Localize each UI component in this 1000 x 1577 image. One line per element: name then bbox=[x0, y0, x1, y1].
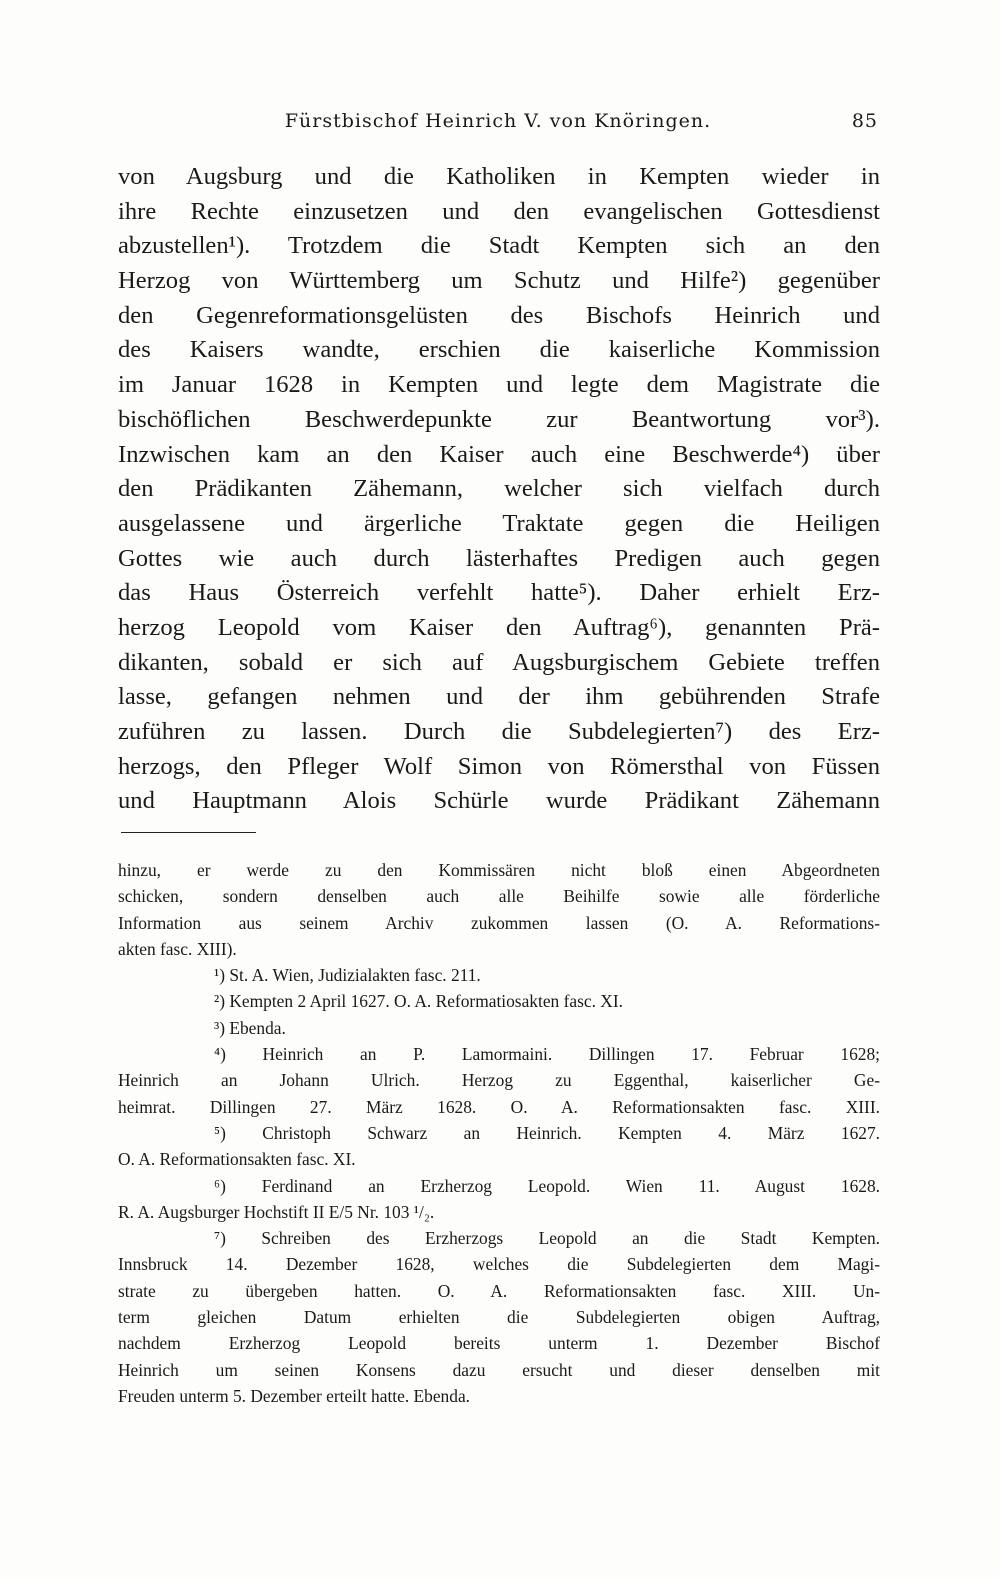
footnote-line: ¹) St. A. Wien, Judizialakten fasc. 211. bbox=[214, 965, 481, 986]
footnote-line: ⁴) Heinrich an P. Lamormaini. Dillingen 17. Februar 1628; bbox=[214, 1044, 880, 1065]
text-line: des Kaisers wandte, erschien die kaiserliche Kommission bbox=[118, 336, 880, 364]
footnote-line: Heinrich um seinen Konsens dazu ersucht und dieser denselben mit bbox=[118, 1359, 880, 1380]
text-line: Gottes wie auch durch lästerhaftes Predigen auch gegen bbox=[118, 544, 880, 572]
text-line: abzustellen¹). Trotzdem die Stadt Kempten sich an den bbox=[118, 232, 880, 260]
footnote-line: ⁵) Christoph Schwarz an Heinrich. Kempten 4. März 1627. bbox=[214, 1122, 880, 1143]
text-line: von Augsburg und die Katholiken in Kempten wieder in bbox=[118, 163, 880, 190]
running-header bbox=[118, 104, 878, 138]
footnote-line: term gleichen Datum erhielten die Subdelegierten obigen Auftrag, bbox=[118, 1307, 880, 1328]
footnote-line: Freuden unterm 5. Dezember erteilt hatte. Ebenda. bbox=[118, 1385, 471, 1406]
footnote-line: ⁷) Schreiben des Erzherzogs Leopold an die Stadt Kempten. bbox=[214, 1228, 880, 1249]
page-number: 85 bbox=[851, 110, 878, 132]
text-line: und Hauptmann Alois Schürle wurde Prädikant Zähemann bbox=[118, 787, 880, 815]
text-line: das Haus Österreich verfehlt hatte⁵). Daher erhielt Erz- bbox=[118, 579, 880, 607]
main-text bbox=[118, 160, 880, 819]
footnote-line: O. A. Reformationsakten fasc. XI. bbox=[118, 1149, 356, 1170]
footnote-separator bbox=[121, 832, 256, 833]
running-title: Fürstbischof Heinrich V. von Knöringen. bbox=[284, 110, 712, 132]
text-line: ihre Rechte einzusetzen und den evangelischen Gottesdienst bbox=[118, 197, 880, 225]
text-line: dikanten, sobald er sich auf Augsburgischem Gebiete treffen bbox=[118, 648, 880, 676]
footnote-line: schicken, sondern denselben auch alle Beihilfe sowie alle förderliche bbox=[118, 886, 880, 907]
footnote-line: strate zu übergeben hatten. O. A. Reformationsakten fasc. XIII. Un- bbox=[118, 1280, 880, 1301]
footnote-line: hinzu, er werde zu den Kommissären nicht bloß einen Abgeordneten bbox=[118, 860, 880, 880]
text-line: herzog Leopold vom Kaiser den Auftrag⁶), genannten Prä- bbox=[118, 613, 880, 641]
text-line: ausgelassene und ärgerliche Traktate gegen die Heiligen bbox=[118, 509, 880, 537]
text-line: herzogs, den Pfleger Wolf Simon von Römersthal von Füssen bbox=[118, 752, 880, 780]
footnote-line: Heinrich an Johann Ulrich. Herzog zu Eggenthal, kaiserlicher Ge- bbox=[118, 1070, 880, 1091]
footnote-line: ²) Kempten 2 April 1627. O. A. Reformatiosakten fasc. XI. bbox=[214, 991, 623, 1012]
footnote-line: ³) Ebenda. bbox=[214, 1017, 286, 1038]
footnotes bbox=[118, 857, 880, 1409]
footnote-line: Information aus seinem Archiv zukommen lassen (O. A. Reformations- bbox=[118, 912, 880, 933]
text-line: Inzwischen kam an den Kaiser auch eine Beschwerde⁴) über bbox=[118, 440, 880, 468]
text-line: Herzog von Württemberg um Schutz und Hilfe²) gegenüber bbox=[118, 267, 880, 295]
text-line: bischöflichen Beschwerdepunkte zur Beantwortung vor³). bbox=[118, 405, 880, 433]
footnote-line: R. A. Augsburger Hochstift II E/5 Nr. 103 ¹/₂. bbox=[118, 1201, 435, 1222]
footnote-line: ⁶) Ferdinand an Erzherzog Leopold. Wien 11. August 1628. bbox=[214, 1175, 880, 1196]
text-line: den Prädikanten Zähemann, welcher sich vielfach durch bbox=[118, 475, 880, 503]
footnote-line: akten fasc. XIII). bbox=[118, 938, 237, 959]
text-line: lasse, gefangen nehmen und der ihm gebührenden Strafe bbox=[118, 683, 880, 711]
footnote-line: nachdem Erzherzog Leopold bereits unterm 1. Dezember Bischof bbox=[118, 1333, 880, 1354]
footnote-line: heimrat. Dillingen 27. März 1628. O. A. Reformationsakten fasc. XIII. bbox=[118, 1096, 880, 1117]
text-line: zuführen zu lassen. Durch die Subdelegierten⁷) des Erz- bbox=[118, 718, 880, 745]
footnote-line: Innsbruck 14. Dezember 1628, welches die Subdelegierten dem Magi- bbox=[118, 1254, 880, 1275]
text-line: den Gegenreformationsgelüsten des Bischofs Heinrich und bbox=[118, 301, 880, 329]
text-line: im Januar 1628 in Kempten und legte dem Magistrate die bbox=[118, 371, 880, 399]
